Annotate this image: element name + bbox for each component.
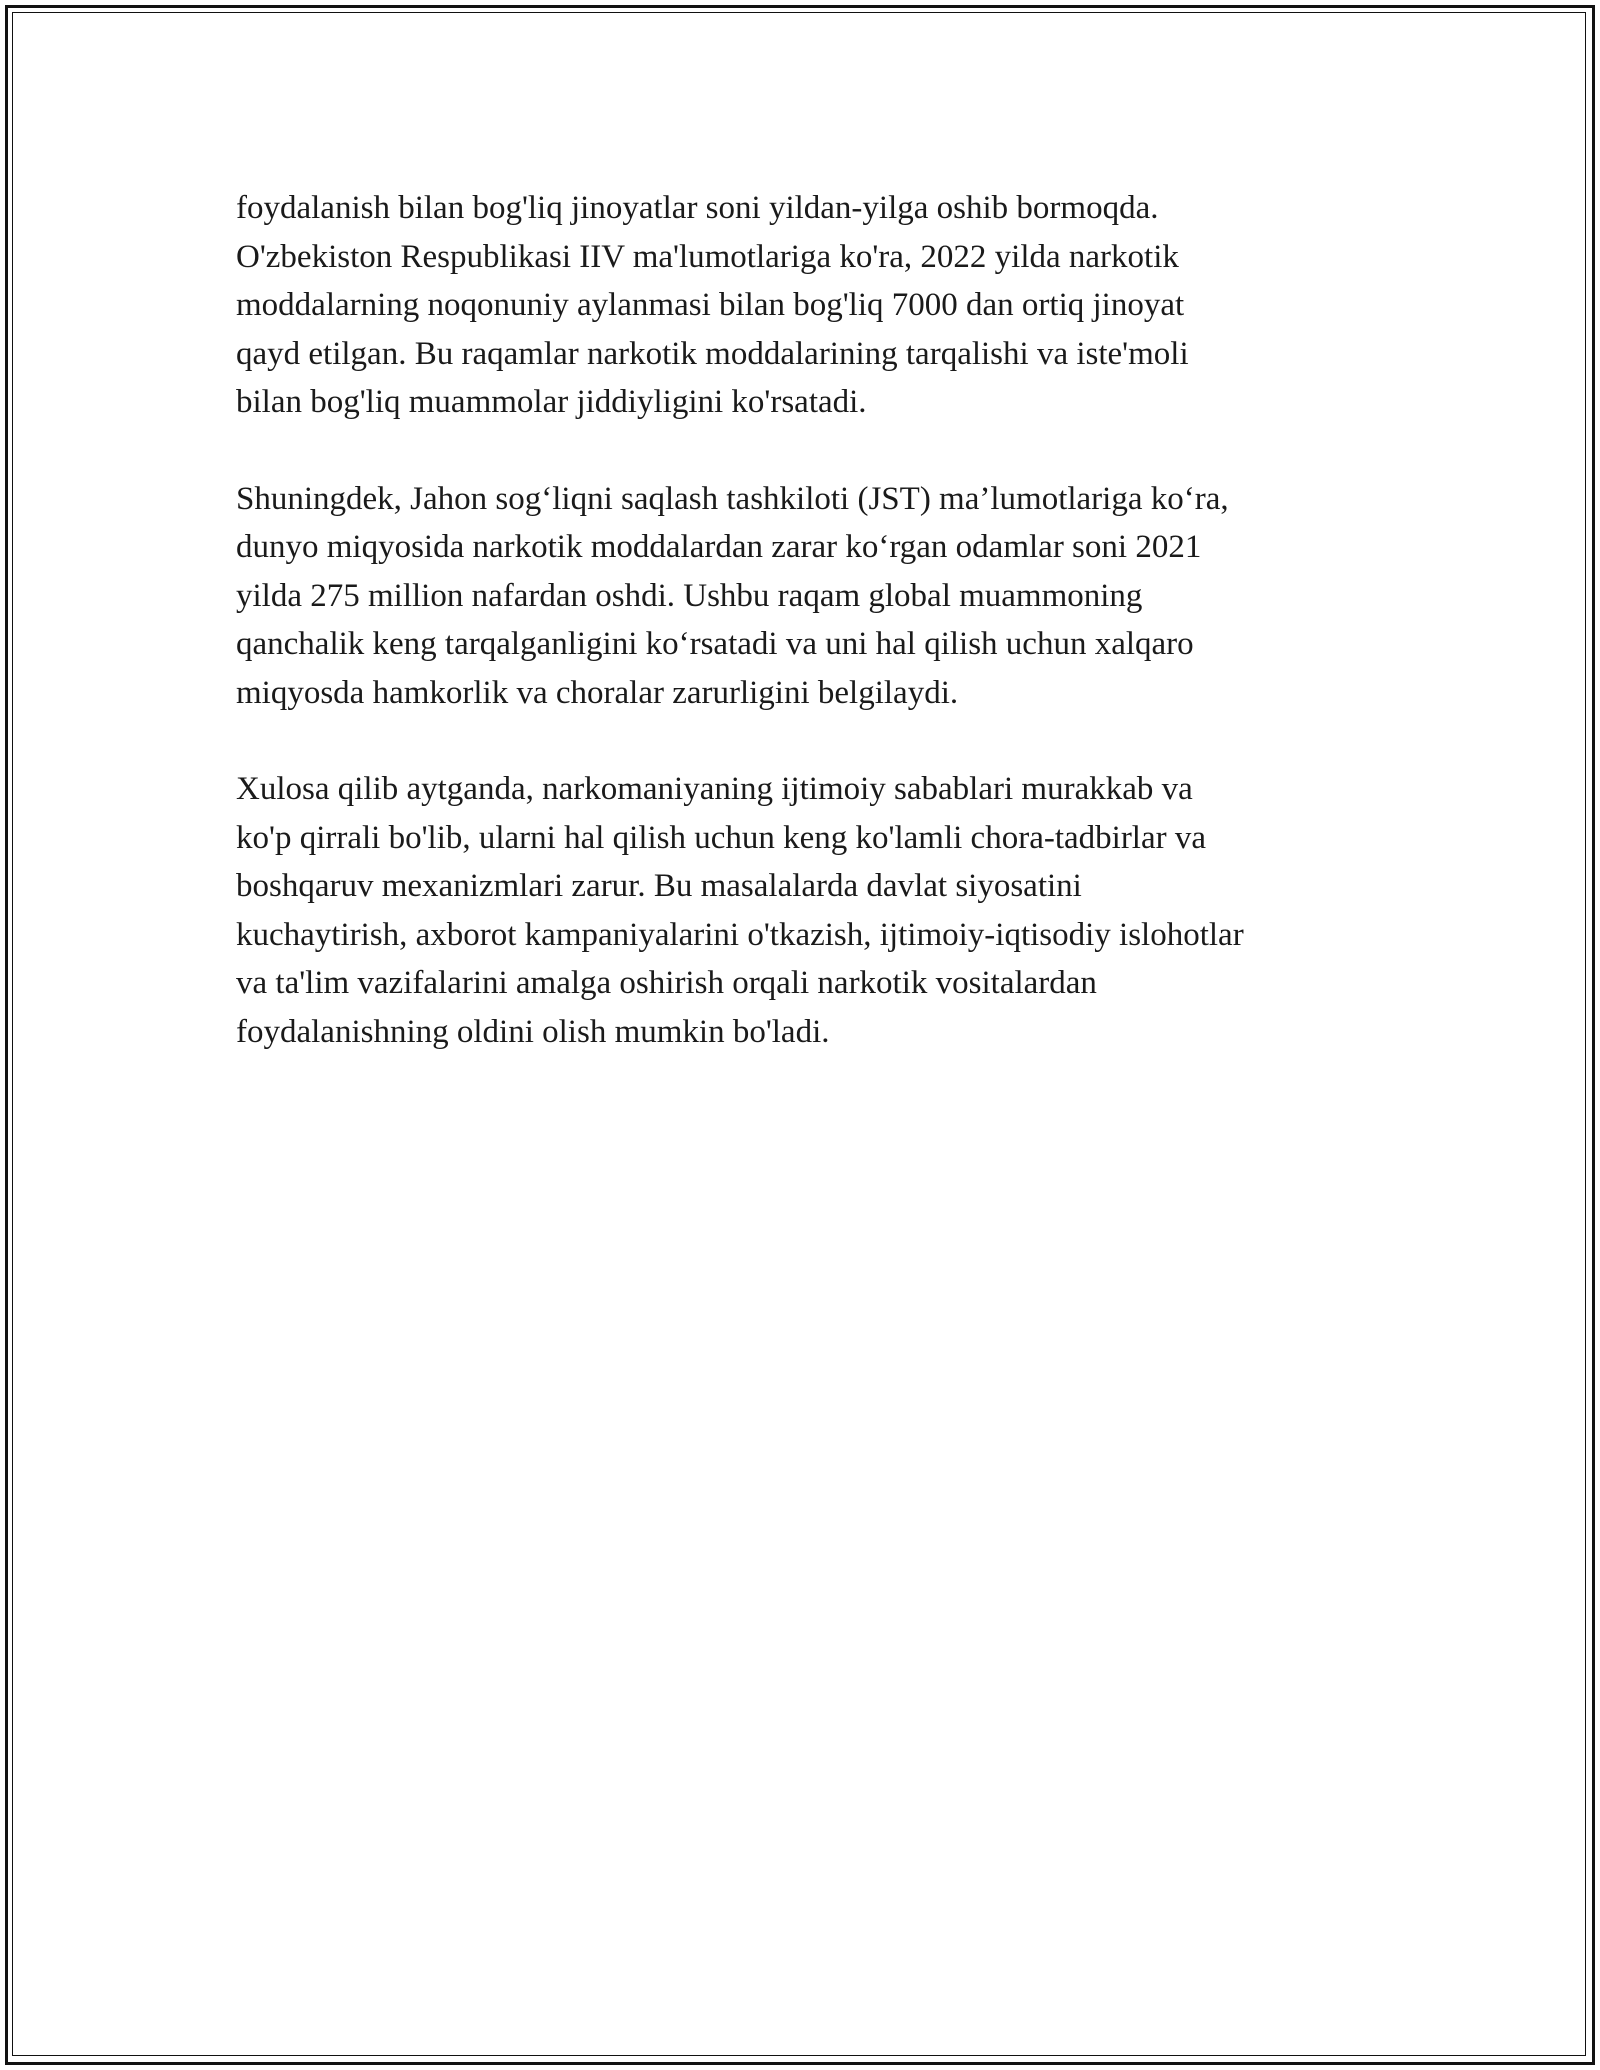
paragraph-global-statistics (236, 475, 1376, 718)
text-line: O'zbekiston Respublikasi IIV ma'lumotlariga ko'ra, 2022 yilda narkotik (236, 238, 1179, 275)
text-line: moddalarning noqonuniy aylanmasi bilan bog'liq 7000 dan ortiq jinoyat (236, 287, 1185, 323)
text-line: yilda 275 million nafardan oshdi. Ushbu raqam global muammoning (236, 577, 1143, 614)
text-line: va ta'lim vazifalarini amalga oshirish orqali narkotik vositalardan (236, 965, 1097, 1001)
paragraph-statistics-uzbekistan (236, 184, 1376, 427)
document-body (236, 184, 1376, 1104)
text-line: qayd etilgan. Bu raqamlar narkotik moddalarining tarqalishi va iste'moli (236, 335, 1189, 372)
paragraph-conclusion (236, 765, 1376, 1056)
text-line: bilan bog'liq muammolar jiddiyligini ko'rsatadi. (236, 384, 867, 420)
text-line: Shuningdek, Jahon sog‘liqni saqlash tashkiloti (JST) ma’lumotlariga ko‘ra, (236, 480, 1229, 517)
text-line: boshqaruv mexanizmlari zarur. Bu masalalarda davlat siyosatini (236, 868, 1082, 904)
text-line: Xulosa qilib aytganda, narkomaniyaning ijtimoiy sabablari murakkab va (236, 771, 1193, 807)
text-line: miqyosda hamkorlik va choralar zarurligini belgilaydi. (236, 674, 959, 711)
text-line: kuchaytirish, axborot kampaniyalarini o'tkazish, ijtimoiy-iqtisodiy islohotlar (236, 916, 1244, 953)
text-line: dunyo miqyosida narkotik moddalardan zarar ko‘rgan odamlar soni 2021 (236, 529, 1202, 565)
text-line: foydalanish bilan bog'liq jinoyatlar soni yildan-yilga oshib bormoqda. (236, 190, 1159, 226)
text-line: foydalanishning oldini olish mumkin bo'ladi. (236, 1013, 830, 1050)
text-line: qanchalik keng tarqalganligini ko‘rsatadi va uni hal qilish uchun xalqaro (236, 626, 1194, 662)
text-line: ko'p qirrali bo'lib, ularni hal qilish uchun keng ko'lamli chora-tadbirlar va (236, 819, 1207, 856)
